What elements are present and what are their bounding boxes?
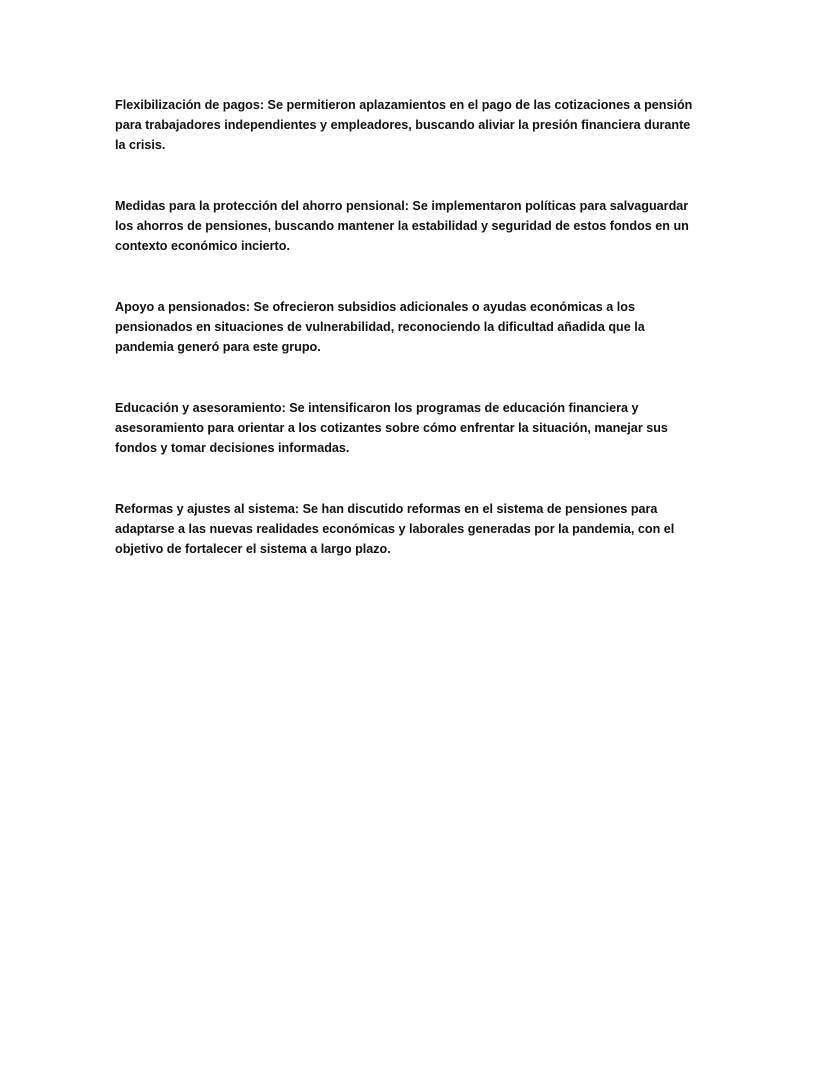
paragraph-line: Flexibilización de pagos: Se permitieron aplazamientos en el pago de las cotizaciones a pensión [115, 98, 693, 112]
paragraph-line: pandemia generó para este grupo. [115, 340, 321, 354]
paragraph-system-reforms [115, 499, 715, 559]
paragraph-savings-protection [115, 196, 715, 256]
paragraph-line: contexto económico incierto. [115, 239, 290, 253]
document-body [115, 95, 715, 600]
paragraph-payment-flexibility [115, 95, 715, 155]
paragraph-pensioner-support [115, 297, 715, 357]
paragraph-line: adaptarse a las nuevas realidades económicas y laborales generadas por la pandemia, con el [115, 522, 675, 536]
paragraph-line: Medidas para la protección del ahorro pensional: Se implementaron políticas para salvaguardar [115, 199, 689, 213]
paragraph-line: la crisis. [115, 138, 166, 152]
paragraph-line: Apoyo a pensionados: Se ofrecieron subsidios adicionales o ayudas económicas a los [115, 300, 635, 314]
paragraph-line: para trabajadores independientes y empleadores, buscando aliviar la presión financiera durante [115, 118, 691, 132]
paragraph-line: objetivo de fortalecer el sistema a largo plazo. [115, 542, 391, 556]
paragraph-line: Reformas y ajustes al sistema: Se han discutido reformas en el sistema de pensiones para [115, 502, 658, 516]
paragraph-education-advice [115, 398, 715, 458]
paragraph-line: pensionados en situaciones de vulnerabilidad, reconociendo la dificultad añadida que la [115, 320, 645, 334]
paragraph-line: los ahorros de pensiones, buscando mantener la estabilidad y seguridad de estos fondos en un [115, 219, 689, 233]
paragraph-line: Educación y asesoramiento: Se intensificaron los programas de educación financiera y [115, 401, 639, 415]
paragraph-line: asesoramiento para orientar a los cotizantes sobre cómo enfrentar la situación, manejar sus [115, 421, 668, 435]
paragraph-line: fondos y tomar decisiones informadas. [115, 441, 350, 455]
